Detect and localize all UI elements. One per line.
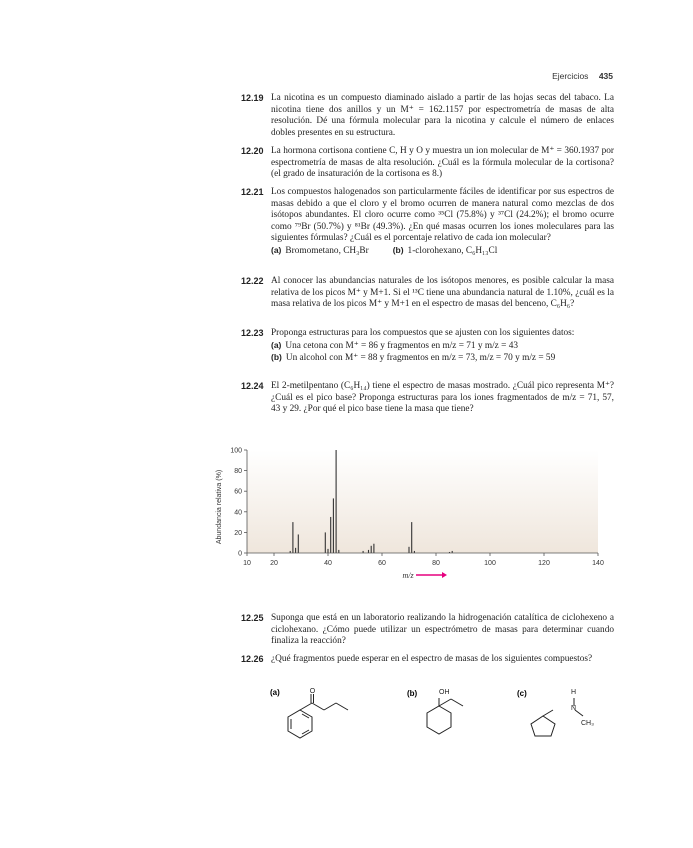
y-axis-label: Abundancia relativa (%) xyxy=(216,469,223,545)
structure-c xyxy=(515,688,600,753)
x-tick-label: 100 xyxy=(484,560,496,567)
x-tick-label: 10 xyxy=(243,560,251,567)
methyl-group: CH₃ xyxy=(581,720,594,727)
part-label: (b) xyxy=(392,244,404,255)
problem-text: Suponga que está en un laboratorio realizando la hidrogenación catalítica de ciclohexeno a ciclohexano. ¿Cómo puede utilizar un espectrómetro de masas para determinar cuando finaliza la reacción? xyxy=(271,613,614,647)
butyrophenone-structure xyxy=(268,688,368,748)
hydrogen-atom: H xyxy=(571,689,577,696)
page-number: 435 xyxy=(598,71,613,81)
problem-number: 12.22 xyxy=(241,276,264,286)
part-a-text: Una cetona con M⁺ = 86 y fragmentos en m/z = 71 y m/z = 43 xyxy=(285,340,518,351)
problem-number: 12.26 xyxy=(241,654,264,664)
structure-a xyxy=(268,688,368,753)
problem-number: 12.24 xyxy=(241,381,264,391)
problem-12-22 xyxy=(241,276,614,311)
amine-bonds xyxy=(543,698,583,716)
problem-12-25 xyxy=(241,613,614,648)
x-tick-label: 40 xyxy=(324,560,332,567)
problem-12-26 xyxy=(241,654,614,666)
part-label: (b) xyxy=(271,352,282,363)
hydroxyl-group: OH xyxy=(439,689,450,696)
part-label: (a) xyxy=(271,339,282,350)
problem-12-20 xyxy=(241,146,614,181)
problem-12-24 xyxy=(241,381,614,416)
x-tick-label: 60 xyxy=(378,560,386,567)
part-b-text: Un alcohol con M⁺ = 88 y fragmentos en m/z = 73, m/z = 70 y m/z = 59 xyxy=(285,353,556,364)
section-title: Ejercicios xyxy=(552,71,589,81)
problem-text: Los compuestos halogenados son particularmente fáciles de identificar por sus espectros de masas debido a que el cloro y el bromo ocurren de manera natural como mezclas de dos isótopos abundantes. El cloro ocurre como ³⁵Cl (75.8%) y ³⁷Cl (24.2%); el bromo ocurre como ⁷⁹Br (50.7%) y ⁸¹Br (49.3%). ¿En qué masas ocurren los iones moleculares para las siguientes fórmulas? ¿Cuál es el porcentaje relativo de cada ion molecular? xyxy=(271,187,614,244)
plot-area xyxy=(247,450,598,553)
ethylcyclohexanol-structure xyxy=(405,688,485,748)
part-b-text: 1-clorohexano, C₆H₁₃Cl xyxy=(407,245,498,256)
substituents xyxy=(439,698,463,706)
cyclohexane-ring xyxy=(427,706,451,734)
problem-number: 12.20 xyxy=(241,146,264,156)
part-a xyxy=(271,340,614,353)
problem-12-19 xyxy=(241,93,614,139)
page-header xyxy=(552,71,613,81)
benzene-ring xyxy=(288,710,312,738)
mass-spectrum-chart xyxy=(210,440,610,585)
structure-label: (a) xyxy=(270,688,280,697)
problem-parts xyxy=(271,245,614,258)
direction-arrow-head xyxy=(442,572,447,578)
y-tick-label: 0 xyxy=(238,550,242,558)
x-tick-label: 20 xyxy=(270,560,278,567)
part-b xyxy=(271,352,614,365)
part-a-text: Bromometano, CH₃Br xyxy=(285,245,369,256)
methylcyclopentylamine-structure xyxy=(515,688,600,748)
problem-text: El 2-metilpentano (C₆H₁₄) tiene el espectro de masas mostrado. ¿Cuál pico representa M⁺? ¿Cuál es el pico base? Proponga estructuras para los iones fragmentados de m/z = 71, 57, 43 y 29. ¿Por qué el pico base tiene la masa que tiene? xyxy=(271,381,614,415)
problem-text: Al conocer las abundancias naturales de los isótopos menores, es posible calcular la masa relativa de los picos M⁺ y M+1. Si el ¹³C tiene una abundancia natural de 1.10%, ¿cuál es la masa relativa de los picos M⁺ y M+1 en el espectro de masas del benceno, C₆H₆? xyxy=(271,276,614,310)
structure-label: (c) xyxy=(517,689,527,698)
y-tick-label: 20 xyxy=(234,529,242,537)
problem-number: 12.21 xyxy=(241,187,264,197)
y-tick-label: 80 xyxy=(234,468,242,476)
problem-text: La hormona cortisona contiene C, H y O y muestra un ion molecular de M⁺ = 360.1937 por espectrometría de masas de alta resolución. ¿Cuál es la fórmula molecular de la cortisona? (el grado de insaturación de la cortisona es 8.) xyxy=(271,146,614,180)
x-tick-label: 140 xyxy=(592,560,604,567)
problem-text: ¿Qué fragmentos puede esperar en el espectro de masas de los siguientes compuestos? xyxy=(271,654,593,664)
butanoyl-chain xyxy=(300,694,348,710)
problem-12-21 xyxy=(241,187,614,258)
oxygen-atom: O xyxy=(309,688,316,695)
x-tick-label: 120 xyxy=(538,560,550,567)
nitrogen-atom: N xyxy=(571,705,577,712)
cyclopentane-ring xyxy=(531,716,555,736)
problem-12-23 xyxy=(241,328,614,365)
problem-number: 12.19 xyxy=(241,93,264,103)
part-label: (a) xyxy=(271,244,282,255)
structure-label: (b) xyxy=(407,689,418,698)
problem-number: 12.23 xyxy=(241,328,264,338)
y-tick-label: 100 xyxy=(230,447,242,455)
structure-b xyxy=(405,688,485,753)
problem-number: 12.25 xyxy=(241,613,264,623)
x-tick-label: 80 xyxy=(432,560,440,567)
problem-text: Proponga estructuras para los compuestos que se ajusten con los siguientes datos: xyxy=(271,328,575,338)
x-axis-label: m/z xyxy=(402,571,414,580)
y-tick-label: 60 xyxy=(234,488,242,496)
y-tick-label: 40 xyxy=(234,509,242,517)
problem-text: La nicotina es un compuesto diaminado aislado a partir de las hojas secas del tabaco. La nicotina tiene dos anillos y un M⁺ = 162.1157 por espectrometría de masas de alta resolución. Dé una fórmula molecular para la nicotina y calcule el número de enlaces dobles presentes en su estructura. xyxy=(271,93,614,138)
